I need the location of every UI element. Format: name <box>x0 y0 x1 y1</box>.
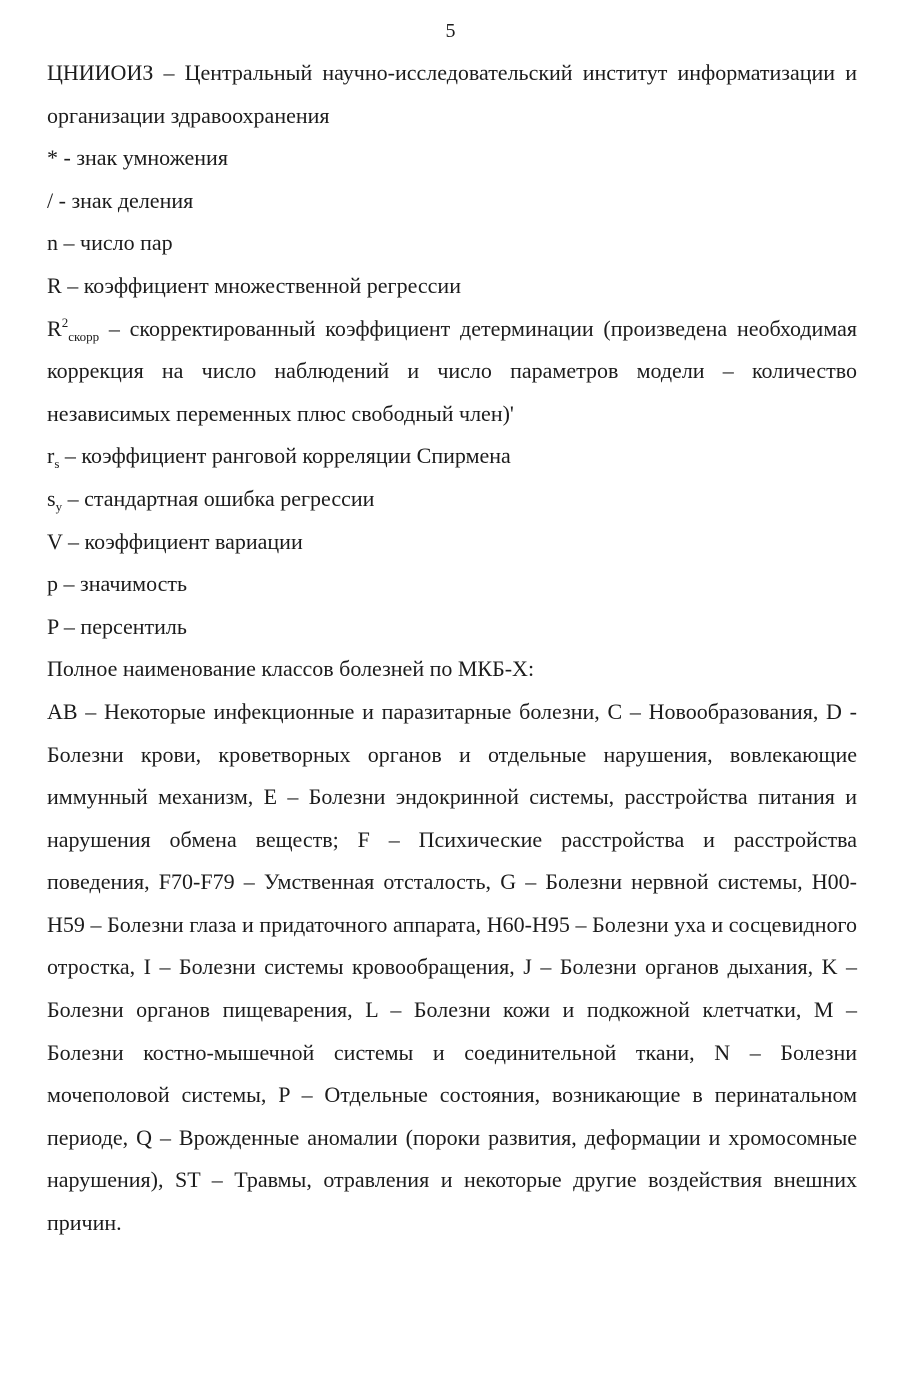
abbreviation-term: V <box>47 528 63 554</box>
abbreviation-term <box>47 314 100 344</box>
abbreviation-entry-sy <box>47 478 857 521</box>
abbreviation-definition: – значимость <box>58 571 188 597</box>
abbreviation-entry <box>47 222 857 265</box>
symbol-subscript: s <box>54 456 60 472</box>
abbreviation-definition: - знак умножения <box>58 145 228 171</box>
abbreviation-definition: – стандартная ошибка регрессии <box>62 485 375 511</box>
page-number: 5 <box>445 20 456 42</box>
icd-classes-paragraph: АВ – Некоторые инфекционные и паразитарные болезни, С – Новообразования, D - Болезни крови, кроветворных органов и отдельные нарушения, вовлекающие иммунный механизм, Е – Болезни эндокринной системы, расстройства питания и нарушения обмена веществ; F – Психические расстройства и расстройства поведения, F70-F79 – Умственная отсталость, G – Болезни нервной системы, H00-H59 – Болезни глаза и придаточного аппарата, H60-H95 – Болезни уха и сосцевидного отростка, I – Болезни системы кровообращения, J – Болезни органов дыхания, K – Болезни органов пищеварения, L – Болезни кожи и подкожной клетчатки, M – Болезни костно-мышечной системы и соединительной ткани, N – Болезни мочеполовой системы, P – Отдельные состояния, возникающие в перинатальном периоде, Q – Врожденные аномалии (пороки развития, деформации и хромосомные нарушения), ST – Травмы, отравления и некоторые другие воздействия внешних причин. <box>47 698 857 1236</box>
symbol-base: r <box>47 443 55 469</box>
symbol-subscript: скорр <box>68 328 100 344</box>
abbreviation-term: * <box>47 145 58 171</box>
symbol-base: R <box>47 315 62 341</box>
document-body <box>47 52 857 1245</box>
abbreviation-definition: – коэффициент вариации <box>62 528 303 554</box>
abbreviation-entry-rs <box>47 435 857 478</box>
symbol-subscript: y <box>55 498 63 514</box>
abbreviation-definition: – коэффициент ранговой корреляции Спирмена <box>59 443 511 469</box>
abbreviation-entry <box>47 265 857 308</box>
symbol-base: s <box>47 485 56 511</box>
abbreviation-term: R <box>47 272 62 298</box>
abbreviation-entry <box>47 137 857 180</box>
abbreviation-entry <box>47 521 857 564</box>
abbreviation-term: n <box>47 230 58 256</box>
abbreviation-definition: – персентиль <box>58 613 187 639</box>
abbreviation-entry <box>47 563 857 606</box>
abbreviation-definition: – Центральный научно-исследовательский институт информатизации и организации здравоохранения <box>47 60 857 128</box>
abbreviation-term: ЦНИИОИЗ <box>47 60 154 85</box>
abbreviation-definition: – число пар <box>58 230 173 256</box>
abbreviation-term <box>47 443 60 472</box>
icd-heading: Полное наименование классов болезней по МКБ-Х: <box>47 656 535 682</box>
abbreviation-definition: – скорректированный коэффициент детерминации (произведена необходимая коррекция на число наблюдений и число параметров модели – количество независимых переменных плюс свободный член)' <box>47 315 857 426</box>
abbreviation-term: p <box>47 571 58 597</box>
abbreviation-entry <box>47 180 857 223</box>
abbreviation-term: P <box>47 613 59 639</box>
abbreviation-term: / <box>47 187 54 213</box>
symbol-superscript: 2 <box>61 314 69 330</box>
abbreviation-definition: – коэффициент множественной регрессии <box>61 272 461 298</box>
abbreviation-entry <box>47 52 857 137</box>
abbreviation-entry-r2 <box>47 308 857 436</box>
abbreviation-definition: - знак деления <box>53 187 194 213</box>
abbreviation-entry <box>47 606 857 649</box>
abbreviation-term <box>47 485 63 514</box>
